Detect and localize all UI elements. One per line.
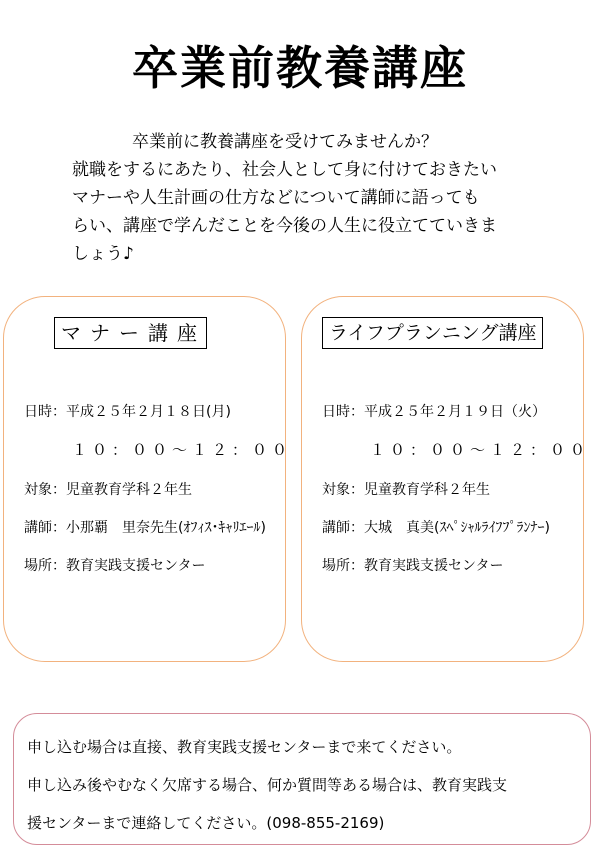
life-planning-title: ライフプランニング講座 (322, 317, 543, 349)
manner-lecture-card (3, 296, 293, 662)
contact-box (13, 713, 591, 845)
manner-date: 日時：平成２５年２月１８日(月) (24, 404, 231, 420)
intro-line: マナーや人生計画の仕方などについて講師に語っても (72, 188, 480, 208)
page-title: 卒業前教養講座 (132, 41, 468, 95)
intro-line: 卒業前に教養講座を受けてみませんか？ (132, 132, 438, 152)
life-place: 場所：教育実践支援センター (322, 558, 504, 574)
intro-line: しょう♪ (72, 244, 134, 264)
life-lecturer: 講師：大城 真美(ｽﾍﾟｼｬﾙﾗｲﾌﾌﾟﾗﾝﾅｰ) (322, 520, 550, 536)
life-time: １０：００～１２：００ (370, 441, 591, 459)
contact-line: 申し込む場合は直接、教育実践支援センターまで来てください。 (27, 738, 462, 756)
contact-line: 申し込み後やむなく欠席する場合、何か質問等ある場合は、教育実践支 (27, 776, 508, 794)
life-planning-card (301, 296, 591, 662)
manner-lecturer: 講師：小那覇 里奈先生(ｵﾌｨｽ･ｷｬﾘｴｰﾙ) (24, 520, 266, 536)
manner-target: 対象：児童教育学科２年生 (24, 482, 192, 498)
intro-line: らい、講座で学んだことを今後の人生に役立てていきま (72, 216, 497, 236)
manner-place: 場所：教育実践支援センター (24, 558, 206, 574)
intro-line: 就職をするにあたり、社会人として身に付けておきたい (72, 160, 497, 180)
manner-lecture-title: マナー講座 (54, 317, 207, 349)
life-date: 日時：平成２５年２月１９日（火） (322, 404, 546, 420)
contact-line: 援センターまで連絡してください。(098-855-2169) (27, 814, 385, 832)
manner-time: １０：００～１２：００ (72, 441, 293, 459)
intro-text (72, 128, 552, 268)
life-target: 対象：児童教育学科２年生 (322, 482, 490, 498)
